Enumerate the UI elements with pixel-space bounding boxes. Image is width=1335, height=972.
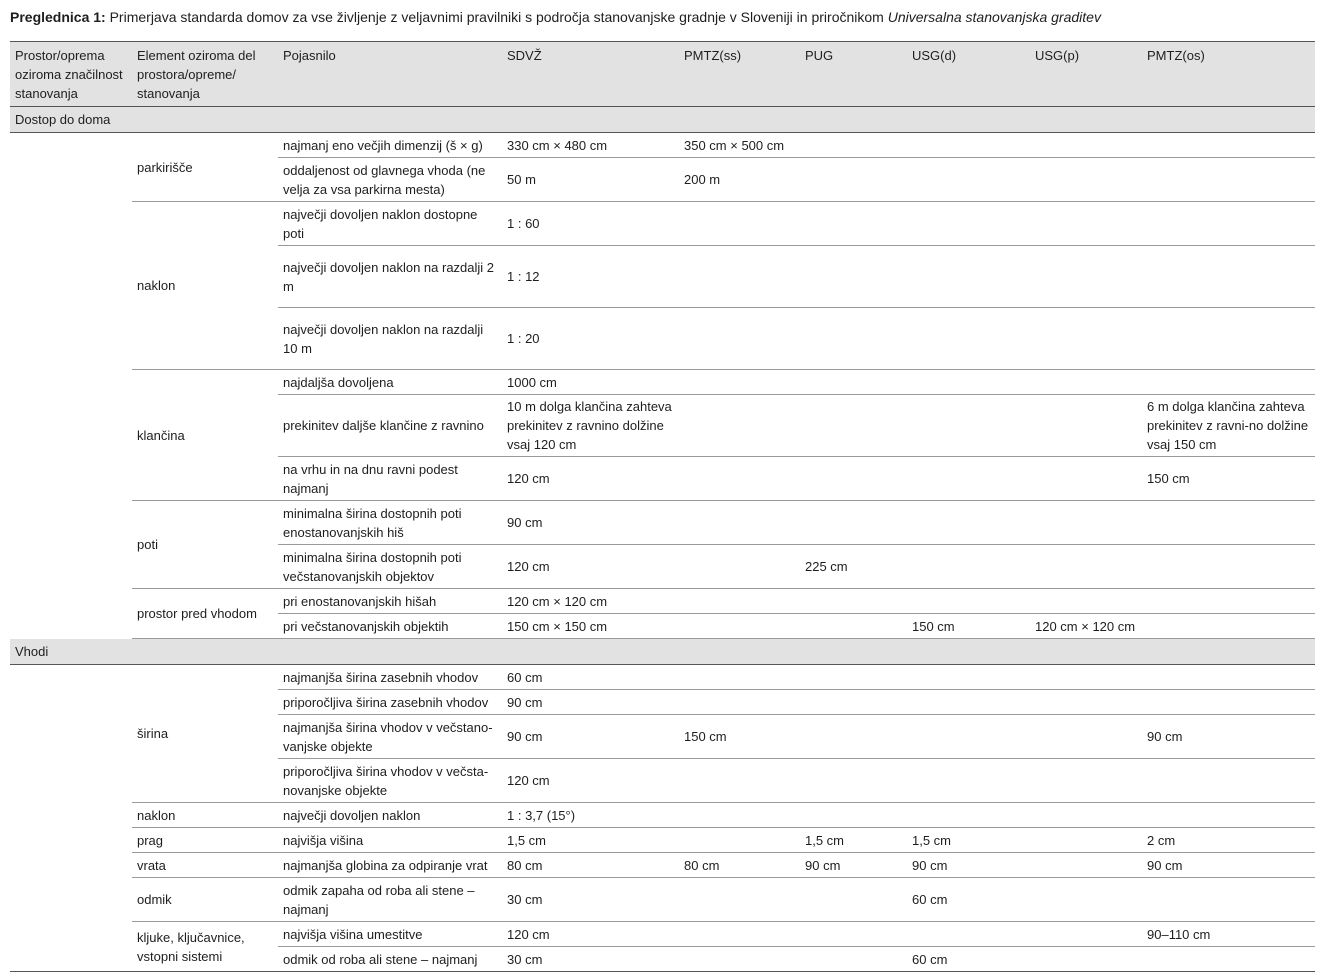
caption-italic-title: Universalna stanovanjska graditev: [887, 9, 1101, 25]
value-cell-usg-d: [907, 803, 1030, 828]
value-cell-pmtz-os: [1142, 614, 1315, 639]
value-cell-sdvz: 330 cm × 480 cm: [502, 133, 679, 158]
value-cell-pmtz-ss: 80 cm: [679, 853, 800, 878]
value-cell-pug: [800, 589, 907, 614]
value-cell-pug: [800, 878, 907, 922]
pojasnilo-cell: največji dovoljen naklon na razdalji 2 m: [278, 246, 502, 308]
table-row: [10, 803, 1315, 828]
value-cell-usg-d: [907, 545, 1030, 589]
element-cell: naklon: [132, 202, 278, 370]
value-cell-pug: [800, 395, 907, 457]
value-cell-pug: [800, 690, 907, 715]
value-cell-usg-p: [1030, 853, 1142, 878]
value-cell-pug: [800, 457, 907, 501]
pojasnilo-cell: minimalna širina dostopnih poti enostanovanjskih hiš: [278, 501, 502, 545]
value-cell-pug: [800, 614, 907, 639]
value-cell-usg-p: [1030, 308, 1142, 370]
value-cell-usg-p: [1030, 828, 1142, 853]
value-cell-pmtz-os: [1142, 589, 1315, 614]
value-cell-pmtz-ss: [679, 828, 800, 853]
pojasnilo-cell: najmanjša širina vhodov v večstano-vanjske objekte: [278, 715, 502, 759]
value-cell-pug: [800, 370, 907, 395]
value-cell-pmtz-os: [1142, 878, 1315, 922]
section-title: Vhodi: [10, 639, 1315, 665]
pojasnilo-cell: največji dovoljen naklon dostopne poti: [278, 202, 502, 246]
value-cell-usg-p: [1030, 759, 1142, 803]
value-cell-sdvz: 120 cm: [502, 922, 679, 947]
value-cell-pmtz-os: [1142, 947, 1315, 972]
value-cell-pmtz-ss: [679, 878, 800, 922]
comparison-table: [10, 41, 1315, 972]
value-cell-sdvz: 30 cm: [502, 947, 679, 972]
value-cell-usg-d: [907, 715, 1030, 759]
value-cell-usg-p: [1030, 947, 1142, 972]
value-cell-usg-d: 150 cm: [907, 614, 1030, 639]
value-cell-usg-d: [907, 158, 1030, 202]
value-cell-usg-p: [1030, 545, 1142, 589]
caption-label: Preglednica 1:: [10, 9, 106, 25]
value-cell-pmtz-ss: [679, 501, 800, 545]
value-cell-sdvz: 90 cm: [502, 715, 679, 759]
value-cell-pmtz-os: [1142, 202, 1315, 246]
pojasnilo-cell: na vrhu in na dnu ravni podest najmanj: [278, 457, 502, 501]
value-cell-usg-d: [907, 589, 1030, 614]
value-cell-sdvz: 120 cm × 120 cm: [502, 589, 679, 614]
pojasnilo-cell: priporočljiva širina vhodov v večsta-novanjske objekte: [278, 759, 502, 803]
value-cell-pmtz-ss: [679, 690, 800, 715]
value-cell-pmtz-os: [1142, 133, 1315, 158]
header-usg-p: USG(p): [1030, 42, 1142, 107]
pojasnilo-cell: odmik zapaha od roba ali stene – najmanj: [278, 878, 502, 922]
value-cell-usg-d: 90 cm: [907, 853, 1030, 878]
value-cell-usg-d: 60 cm: [907, 878, 1030, 922]
value-cell-pug: [800, 202, 907, 246]
value-cell-usg-p: [1030, 589, 1142, 614]
value-cell-pmtz-ss: [679, 202, 800, 246]
value-cell-usg-p: [1030, 133, 1142, 158]
value-cell-pmtz-ss: [679, 614, 800, 639]
element-cell: odmik: [132, 878, 278, 922]
pojasnilo-cell: oddaljenost od glavnega vhoda (ne velja za vsa parkirna mesta): [278, 158, 502, 202]
element-cell: parkirišče: [132, 133, 278, 202]
header-pmtz-os: PMTZ(os): [1142, 42, 1315, 107]
section-row: [10, 639, 1315, 665]
value-cell-pug: [800, 715, 907, 759]
value-cell-pug: [800, 158, 907, 202]
pojasnilo-cell: pri enostanovanjskih hišah: [278, 589, 502, 614]
value-cell-pmtz-os: 90–110 cm: [1142, 922, 1315, 947]
value-cell-sdvz: 1 : 60: [502, 202, 679, 246]
value-cell-sdvz: 150 cm × 150 cm: [502, 614, 679, 639]
table-caption: [10, 9, 1101, 25]
value-cell-pmtz-ss: [679, 370, 800, 395]
table-row: [10, 878, 1315, 922]
value-cell-sdvz: 1,5 cm: [502, 828, 679, 853]
element-cell: kljuke, ključavnice, vstopni sistemi: [132, 922, 278, 972]
value-cell-sdvz: 90 cm: [502, 501, 679, 545]
value-cell-sdvz: 80 cm: [502, 853, 679, 878]
pojasnilo-cell: najmanjša globina za odpiranje vrat: [278, 853, 502, 878]
value-cell-pug: [800, 246, 907, 308]
value-cell-pug: [800, 947, 907, 972]
pojasnilo-cell: najvišja višina: [278, 828, 502, 853]
value-cell-pmtz-os: [1142, 803, 1315, 828]
value-cell-pug: 90 cm: [800, 853, 907, 878]
value-cell-pmtz-os: 90 cm: [1142, 853, 1315, 878]
value-cell-usg-p: [1030, 158, 1142, 202]
table-row: [10, 665, 1315, 690]
pojasnilo-cell: najdaljša dovoljena: [278, 370, 502, 395]
value-cell-usg-d: [907, 501, 1030, 545]
value-cell-pmtz-ss: [679, 395, 800, 457]
value-cell-sdvz: 1 : 3,7 (15°): [502, 803, 679, 828]
value-cell-pmtz-os: [1142, 759, 1315, 803]
value-cell-pmtz-ss: [679, 922, 800, 947]
element-cell: prag: [132, 828, 278, 853]
header-prostor: Prostor/oprema oziroma značilnost stanovanja: [10, 42, 132, 107]
prostor-cell: [10, 133, 132, 639]
value-cell-sdvz: 50 m: [502, 158, 679, 202]
element-cell: širina: [132, 665, 278, 803]
element-cell: poti: [132, 501, 278, 589]
value-cell-usg-p: [1030, 922, 1142, 947]
value-cell-usg-p: [1030, 878, 1142, 922]
value-cell-usg-p: [1030, 690, 1142, 715]
value-cell-pmtz-os: 90 cm: [1142, 715, 1315, 759]
value-cell-usg-d: [907, 395, 1030, 457]
value-cell-usg-p: [1030, 665, 1142, 690]
value-cell-usg-p: 120 cm × 120 cm: [1030, 614, 1142, 639]
value-cell-pug: [800, 133, 907, 158]
header-pug: PUG: [800, 42, 907, 107]
value-cell-pmtz-os: [1142, 308, 1315, 370]
table-row: [10, 853, 1315, 878]
value-cell-usg-d: 1,5 cm: [907, 828, 1030, 853]
pojasnilo-cell: najmanj eno večjih dimenzij (š × g): [278, 133, 502, 158]
value-cell-usg-d: [907, 690, 1030, 715]
value-cell-pmtz-os: [1142, 690, 1315, 715]
value-cell-pmtz-ss: 150 cm: [679, 715, 800, 759]
element-cell: prostor pred vhodom: [132, 589, 278, 639]
table-row: [10, 828, 1315, 853]
value-cell-pug: [800, 665, 907, 690]
table-row: [10, 370, 1315, 395]
value-cell-pug: [800, 759, 907, 803]
value-cell-sdvz: 120 cm: [502, 759, 679, 803]
value-cell-usg-d: [907, 922, 1030, 947]
value-cell-pug: 225 cm: [800, 545, 907, 589]
value-cell-pmtz-os: 2 cm: [1142, 828, 1315, 853]
value-cell-pmtz-ss: [679, 947, 800, 972]
table-row: [10, 589, 1315, 614]
value-cell-pmtz-ss: 200 m: [679, 158, 800, 202]
value-cell-sdvz: 120 cm: [502, 545, 679, 589]
value-cell-sdvz: 1 : 12: [502, 246, 679, 308]
value-cell-usg-p: [1030, 715, 1142, 759]
table-body: [10, 107, 1315, 972]
element-cell: naklon: [132, 803, 278, 828]
value-cell-sdvz: 120 cm: [502, 457, 679, 501]
value-cell-pmtz-ss: [679, 545, 800, 589]
value-cell-usg-d: [907, 202, 1030, 246]
value-cell-pmtz-ss: [679, 308, 800, 370]
value-cell-pmtz-os: [1142, 370, 1315, 395]
value-cell-usg-d: [907, 665, 1030, 690]
section-row: [10, 107, 1315, 133]
value-cell-usg-d: [907, 457, 1030, 501]
pojasnilo-cell: največji dovoljen naklon na razdalji 10 m: [278, 308, 502, 370]
header-row: [10, 42, 1315, 107]
header-pmtz-ss: PMTZ(ss): [679, 42, 800, 107]
value-cell-pmtz-ss: [679, 246, 800, 308]
value-cell-pmtz-os: 6 m dolga klančina zahteva prekinitev z ravni-no dolžine vsaj 150 cm: [1142, 395, 1315, 457]
pojasnilo-cell: najvišja višina umestitve: [278, 922, 502, 947]
value-cell-pmtz-os: 150 cm: [1142, 457, 1315, 501]
value-cell-sdvz: 30 cm: [502, 878, 679, 922]
table-row: [10, 501, 1315, 545]
value-cell-usg-d: [907, 133, 1030, 158]
value-cell-pug: [800, 501, 907, 545]
value-cell-usg-d: 60 cm: [907, 947, 1030, 972]
pojasnilo-cell: najmanjša širina zasebnih vhodov: [278, 665, 502, 690]
value-cell-usg-d: [907, 370, 1030, 395]
value-cell-sdvz: 60 cm: [502, 665, 679, 690]
value-cell-sdvz: 10 m dolga klančina zahteva prekinitev z ravnino dolžine vsaj 120 cm: [502, 395, 679, 457]
table-row: [10, 922, 1315, 947]
value-cell-pmtz-os: [1142, 246, 1315, 308]
value-cell-pmtz-ss: [679, 457, 800, 501]
element-cell: klančina: [132, 370, 278, 501]
header-sdvz: SDVŽ: [502, 42, 679, 107]
pojasnilo-cell: prekinitev daljše klančine z ravnino: [278, 395, 502, 457]
table-row: [10, 133, 1315, 158]
pojasnilo-cell: odmik od roba ali stene – najmanj: [278, 947, 502, 972]
pojasnilo-cell: priporočljiva širina zasebnih vhodov: [278, 690, 502, 715]
value-cell-usg-p: [1030, 803, 1142, 828]
header-usg-d: USG(d): [907, 42, 1030, 107]
value-cell-pmtz-ss: [679, 759, 800, 803]
value-cell-usg-p: [1030, 457, 1142, 501]
value-cell-pmtz-os: [1142, 158, 1315, 202]
prostor-cell: [10, 665, 132, 972]
table-row: [10, 202, 1315, 246]
header-element: Element oziroma del prostora/opreme/ stanovanja: [132, 42, 278, 107]
value-cell-usg-d: [907, 759, 1030, 803]
value-cell-usg-p: [1030, 395, 1142, 457]
value-cell-sdvz: 90 cm: [502, 690, 679, 715]
value-cell-pug: [800, 803, 907, 828]
element-cell: vrata: [132, 853, 278, 878]
value-cell-pmtz-os: [1142, 665, 1315, 690]
value-cell-usg-p: [1030, 501, 1142, 545]
section-title: Dostop do doma: [10, 107, 1315, 133]
value-cell-usg-d: [907, 308, 1030, 370]
value-cell-sdvz: 1 : 20: [502, 308, 679, 370]
value-cell-pmtz-ss: 350 cm × 500 cm: [679, 133, 800, 158]
value-cell-usg-d: [907, 246, 1030, 308]
header-pojasnilo: Pojasnilo: [278, 42, 502, 107]
value-cell-sdvz: 1000 cm: [502, 370, 679, 395]
pojasnilo-cell: minimalna širina dostopnih poti večstanovanjskih objektov: [278, 545, 502, 589]
caption-text: Primerjava standarda domov za vse življenje z veljavnimi pravilniki s področja stanovanjske gradnje v Sloveniji in priročnikom: [105, 9, 888, 25]
value-cell-pug: [800, 922, 907, 947]
value-cell-pug: [800, 308, 907, 370]
value-cell-pmtz-ss: [679, 665, 800, 690]
value-cell-usg-p: [1030, 246, 1142, 308]
value-cell-pmtz-ss: [679, 589, 800, 614]
value-cell-pug: 1,5 cm: [800, 828, 907, 853]
value-cell-pmtz-os: [1142, 501, 1315, 545]
value-cell-pmtz-os: [1142, 545, 1315, 589]
value-cell-pmtz-ss: [679, 803, 800, 828]
value-cell-usg-p: [1030, 370, 1142, 395]
pojasnilo-cell: pri večstanovanjskih objektih: [278, 614, 502, 639]
pojasnilo-cell: največji dovoljen naklon: [278, 803, 502, 828]
value-cell-usg-p: [1030, 202, 1142, 246]
